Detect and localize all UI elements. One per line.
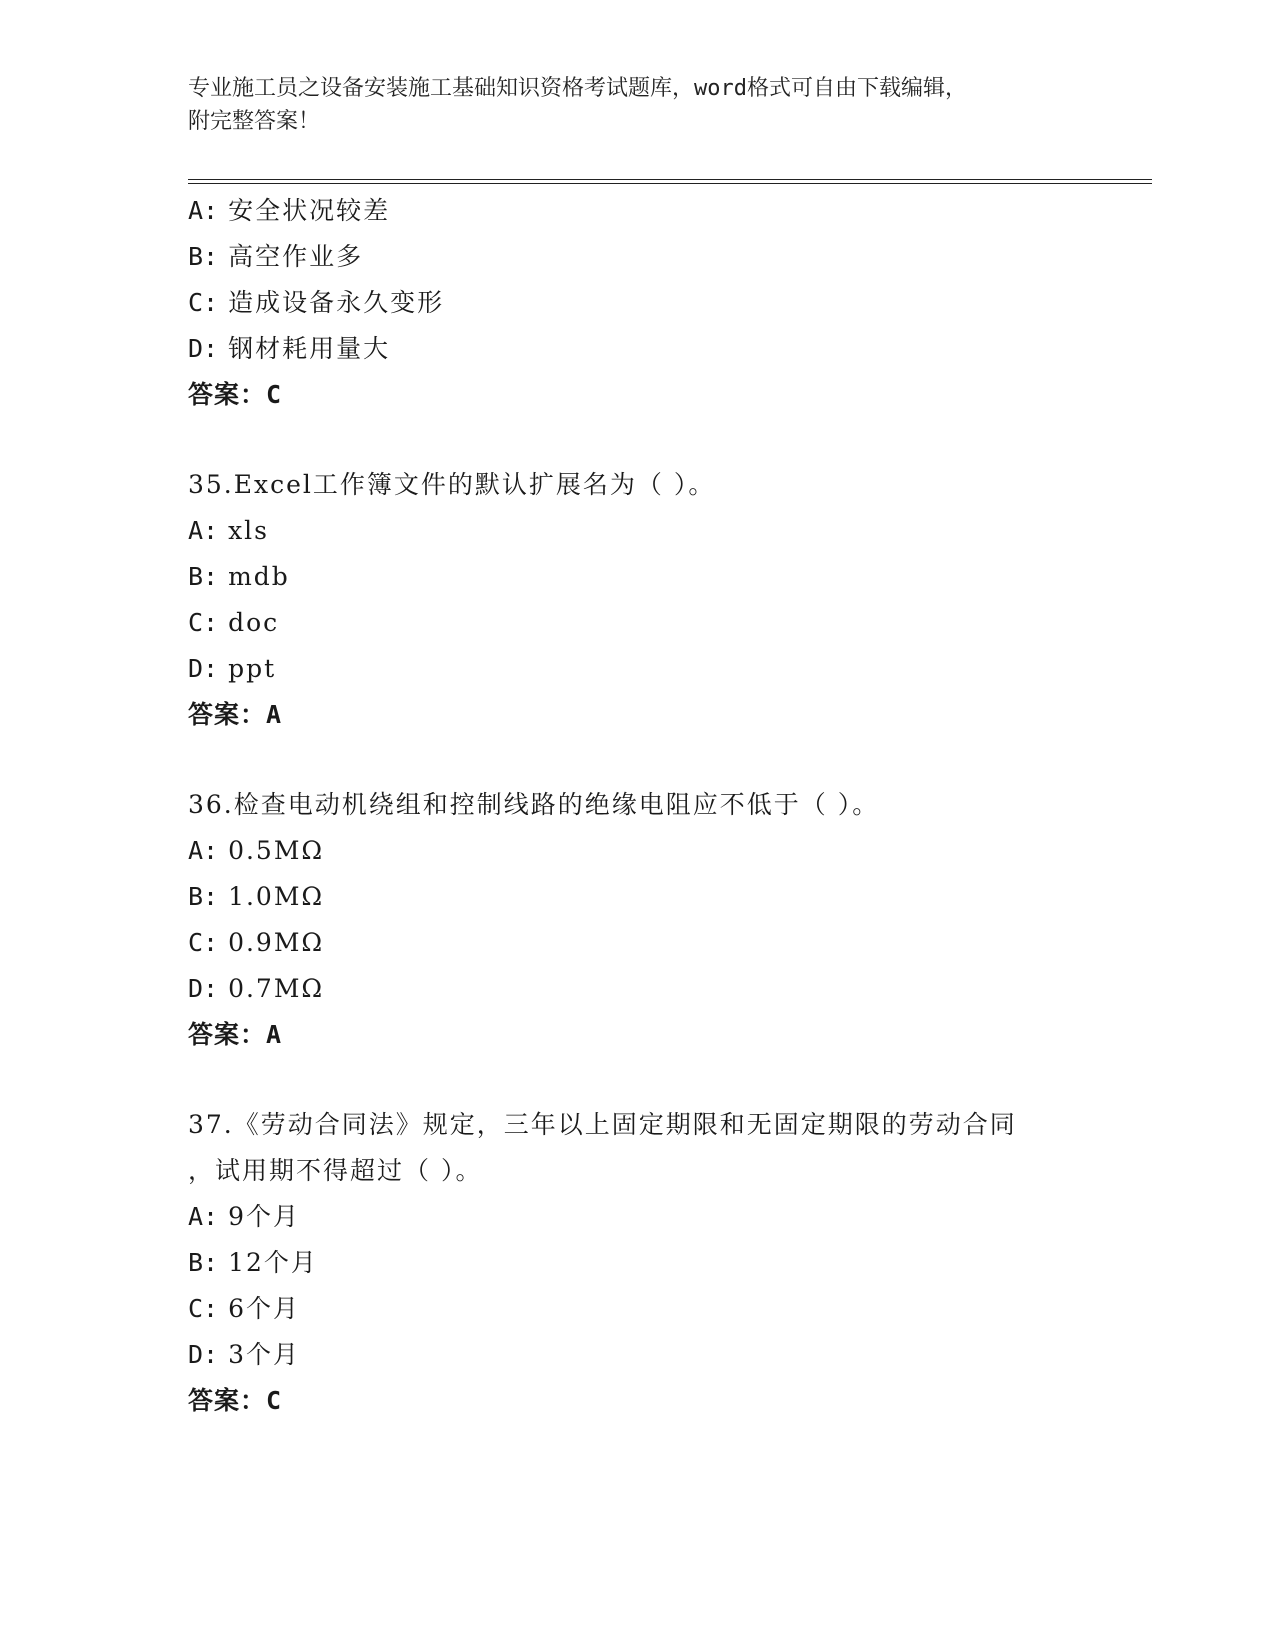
option-d: D: 钢材耗用量大: [188, 334, 391, 363]
question-34-block: [188, 188, 1128, 418]
header-divider-top: [188, 179, 1152, 180]
option-text: doc: [228, 608, 280, 637]
question-text-line-2: ，试用期不得超过（ ）。: [188, 1156, 483, 1185]
option-text: 高空作业多: [228, 242, 364, 271]
option-text: 12个月: [228, 1248, 318, 1277]
answer-line: 答案：C: [188, 380, 283, 409]
option-a: A: 0.5MΩ: [188, 836, 325, 865]
header-line-2: 附完整答案！: [188, 109, 321, 134]
option-c: C: doc: [188, 608, 280, 637]
option-text: ppt: [228, 654, 277, 683]
option-b: B: mdb: [188, 562, 290, 591]
question-36-block: [188, 782, 1128, 1058]
option-text: 0.9MΩ: [228, 928, 325, 957]
question-text-line-1: 37.《劳动合同法》规定，三年以上固定期限和无固定期限的劳动合同: [188, 1110, 1017, 1139]
option-b: B: 12个月: [188, 1248, 318, 1277]
question-text: 36.检查电动机绕组和控制线路的绝缘电阻应不低于（ ）。: [188, 790, 880, 819]
question-37-block: [188, 1102, 1128, 1424]
header-line-1: 专业施工员之设备安装施工基础知识资格考试题库，word格式可自由下载编辑，: [188, 76, 967, 101]
option-text: 0.7MΩ: [228, 974, 325, 1003]
option-d: D: 3个月: [188, 1340, 300, 1369]
answer-line: 答案：A: [188, 700, 283, 729]
option-a: A: 9个月: [188, 1202, 300, 1231]
answer-line: 答案：A: [188, 1020, 283, 1049]
option-b: B: 高空作业多: [188, 242, 364, 271]
option-text: 钢材耗用量大: [228, 334, 391, 363]
option-a: A: xls: [188, 516, 269, 545]
option-text: 0.5MΩ: [228, 836, 325, 865]
option-c: C: 造成设备永久变形: [188, 288, 445, 317]
option-c: C: 0.9MΩ: [188, 928, 325, 957]
question-35-block: [188, 462, 1128, 738]
option-a: A: 安全状况较差: [188, 196, 391, 225]
option-text: 3个月: [228, 1340, 300, 1369]
option-text: 造成设备永久变形: [228, 288, 445, 317]
option-d: D: 0.7MΩ: [188, 974, 325, 1003]
question-text: 35.Excel工作簿文件的默认扩展名为（ ）。: [188, 470, 716, 499]
document-header: [188, 72, 1088, 138]
option-text: 1.0MΩ: [228, 882, 325, 911]
option-text: mdb: [228, 562, 290, 591]
answer-line: 答案：C: [188, 1386, 283, 1415]
question-list: [188, 188, 1128, 1424]
option-b: B: 1.0MΩ: [188, 882, 325, 911]
option-text: 9个月: [228, 1202, 300, 1231]
option-text: xls: [228, 516, 269, 545]
option-d: D: ppt: [188, 654, 277, 683]
option-text: 6个月: [228, 1294, 300, 1323]
header-divider-bottom: [188, 183, 1152, 184]
option-text: 安全状况较差: [228, 196, 391, 225]
option-c: C: 6个月: [188, 1294, 300, 1323]
